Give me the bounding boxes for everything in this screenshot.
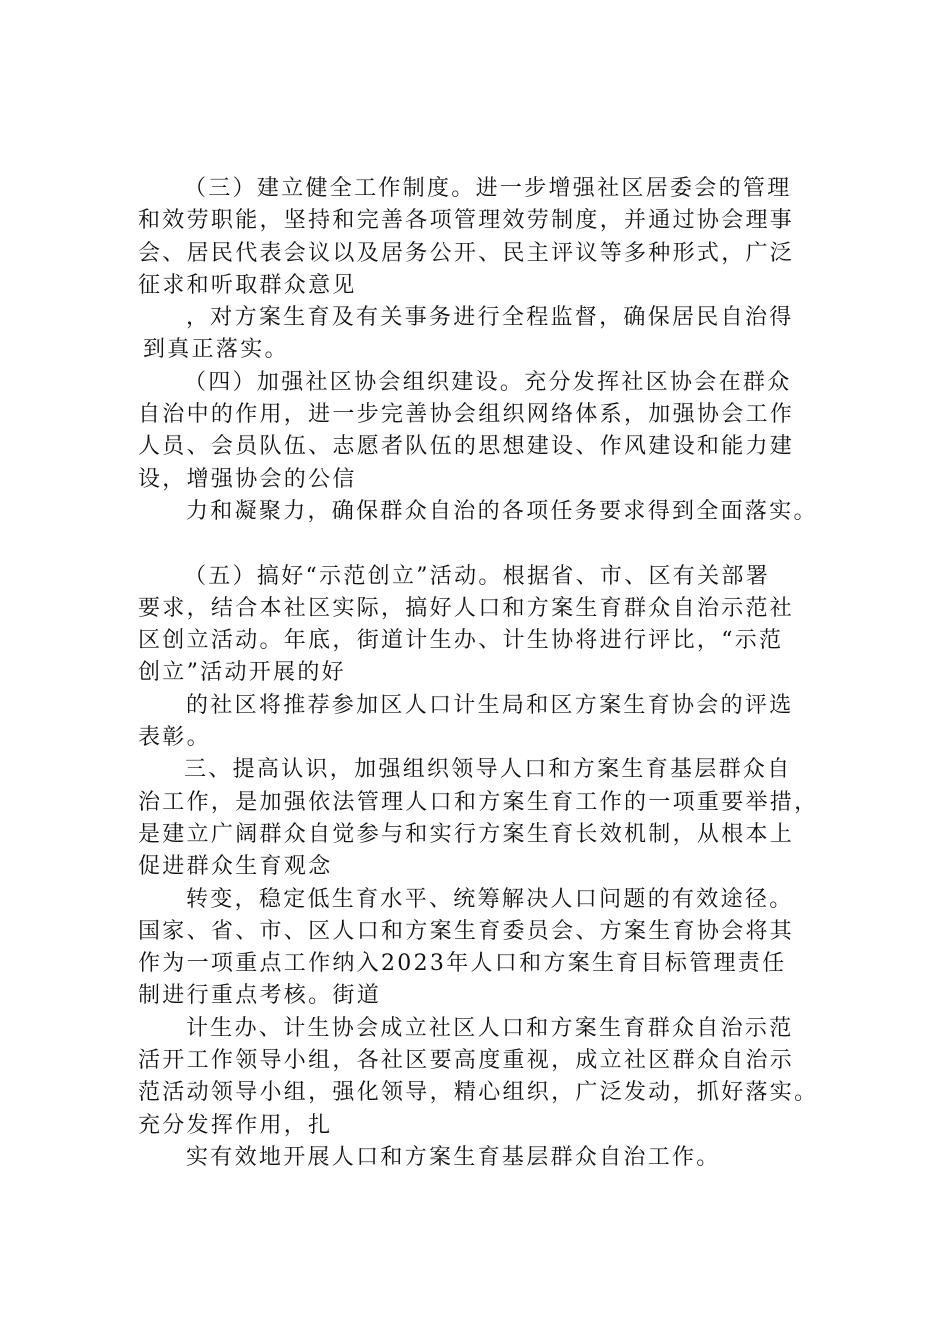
section-3-line-4: 促进群众生育观念 — [138, 854, 333, 880]
paragraph-3-line-3: 会、居民代表会议以及居务公开、民主评议等多种形式，广泛 — [138, 240, 795, 266]
paragraph-3-line-4: 征求和听取群众意见 — [138, 272, 357, 298]
section-3-line-12: 充分发挥作用，扎 — [138, 1112, 333, 1138]
section-3-line-13: 实有效地开展人口和方案生育基层群众自治工作。 — [186, 1144, 721, 1170]
section-3-line-7: 作为一项重点工作纳入2023年人口和方案生育目标管理责任 — [138, 951, 787, 977]
section-3-line-1: 三、提高认识，加强组织领导人口和方案生育基层群众自 — [184, 757, 792, 783]
paragraph-5-line-3: 区创立活动。年底，街道计生办、计生协将进行评比，“示范 — [138, 628, 784, 654]
section-3-line-6: 国家、省、市、区人口和方案生育委员会、方案生育协会将其 — [138, 918, 795, 944]
section-3-line-9: 计生办、计生协会成立社区人口和方案生育群众自治示范 — [186, 1015, 794, 1041]
paragraph-3-line-1: （三）建立健全工作制度。进一步增强社区居委会的管理 — [184, 176, 792, 201]
paragraph-3-line-5: ，对方案生育及有关事务进行全程监督，确保居民自治得 — [186, 305, 794, 331]
section-3-line-8: 制进行重点考核。街道 — [138, 983, 382, 1009]
paragraph-5-line-5: 的社区将推荐参加区人口计生局和区方案生育协会的评选 — [186, 692, 794, 718]
document-body — [138, 173, 828, 1174]
section-3-line-5: 转变，稳定低生育水平、统筹解决人口问题的有效途径。 — [186, 886, 794, 912]
paragraph-4-line-4: 设，增强协会的公信 — [138, 466, 357, 492]
paragraph-gap — [138, 528, 828, 560]
paragraph-4-line-3: 人员、会员队伍、志愿者队伍的思想建设、作风建设和能力建 — [138, 434, 795, 460]
section-3-line-11: 范活动领导小组，强化领导，精心组织，广泛发动，抓好落实。 — [138, 1080, 819, 1106]
paragraph-3-line-6: 到真正落实。 — [143, 337, 289, 363]
section-3-line-10: 活开工作领导小组，各社区要高度重视，成立社区群众自治示 — [138, 1048, 795, 1074]
section-3-line-2: 治工作，是加强依法管理人口和方案生育工作的一项重要举措， — [138, 789, 819, 815]
paragraph-4-line-5: 力和凝聚力，确保群众自治的各项任务要求得到全面落实。 — [186, 498, 818, 524]
paragraph-5-line-2: 要求，结合本社区实际，搞好人口和方案生育群众自治示范社 — [138, 595, 795, 621]
paragraph-4-line-1: （四）加强社区协会组织建设。充分发挥社区协会在群众 — [184, 369, 792, 395]
paragraph-5-line-4: 创立”活动开展的好 — [138, 660, 346, 686]
paragraph-5-line-6: 表彰。 — [138, 725, 211, 751]
section-3-line-3: 是建立广阔群众自觉参与和实行方案生育长效机制，从根本上 — [138, 821, 795, 847]
paragraph-5-line-1: （五）搞好“示范创立”活动。根据省、市、区有关部署 — [184, 563, 770, 589]
paragraph-3-line-2: 和效劳职能，坚持和完善各项管理效劳制度，并通过协会理事 — [138, 208, 795, 234]
paragraph-4-line-2: 自治中的作用，进一步完善协会组织网络体系，加强协会工作 — [138, 402, 795, 428]
